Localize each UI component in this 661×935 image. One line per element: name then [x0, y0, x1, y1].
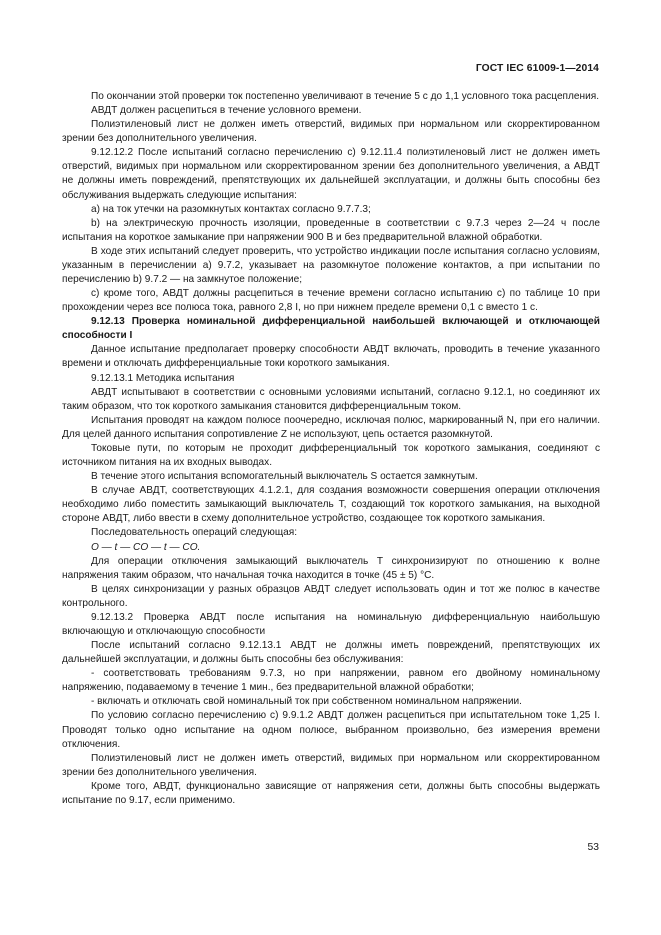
- paragraph-10: Данное испытание предполагает проверку способности АВДТ включать, проводить в течение указанного времени и отключать дифференциальные токи короткого замыкания.: [62, 344, 600, 370]
- paragraph-17: Последовательность операций следующая:: [91, 527, 298, 539]
- paragraph-1: По окончании этой проверки ток постепенно увеличивают в течение 5 с до 1,1 условного тока расцепления.: [91, 91, 600, 102]
- paragraph-27: Кроме того, АВДТ, функционально зависящие от напряжения сети, должны быть способны выдержать испытание по 9.17, если применимо.: [62, 780, 600, 806]
- page-number: 53: [587, 842, 599, 853]
- paragraph-22: После испытаний согласно 9.12.13.1 АВДТ не должны иметь повреждений, препятствующих их дальнейшей эксплуатации, и должны быть способны без обслуживания:: [62, 640, 600, 666]
- paragraph-16: В случае АВДТ, соответствующих 4.1.2.1, для создания возможности совершения операции отключения необходимо либо поместить замыкающий выключатель T, создающий ток короткого замыкания, на выходной стороне АВДТ, либо ввести в схему дополнительное устройство, создающее ток короткого замыкания.: [62, 485, 600, 525]
- list-item-a: а) на ток утечки на разомкнутых контактах согласно 9.7.7.3;: [91, 203, 371, 215]
- paragraph-4: 9.12.12.2 После испытаний согласно перечислению c) 9.12.11.4 полиэтиленовый лист не должен иметь отверстий, видимых при нормальном или скорректированном зрении без дополнительного увеличения, а АВДТ не должны иметь повреждений, препятствующих их дальнейшей эксплуатации, и должны быть способны без обслуживания выдержать следующие испытания:: [62, 147, 600, 201]
- list-item-b: b) на электрическую прочность изоляции, проведенные в соответствии с 9.7.3 через 2—24 ч после испытания на короткое замыкание при напряжении 900 В и без предварительной влажной обработки.: [62, 217, 600, 243]
- dash-item-2: - включать и отключать свой номинальный ток при собственном номинальном напряжении.: [91, 696, 522, 708]
- paragraph-3: Полиэтиленовый лист не должен иметь отверстий, видимых при нормальном или скорректированном зрении без дополнительного увеличения.: [62, 119, 600, 145]
- dash-item-1: - соответствовать требованиям 9.7.3, но при напряжении, равном его двойному номинальному напряжению, подаваемому в течение 1 мин., без предварительной влажной обработки;: [62, 668, 600, 694]
- paragraph-15: В течение этого испытания вспомогательный выключатель S остается замкнутым.: [91, 471, 478, 483]
- paragraph-14: Токовые пути, по которым не проходит дифференциальный ток короткого замыкания, соединяют с источником питания на их входных выводах.: [62, 442, 600, 469]
- subsection-heading-9-12-13-1: 9.12.13.1 Методика испытания: [91, 372, 235, 384]
- document-body: [62, 90, 600, 808]
- section-heading-9-12-13: 9.12.13 Проверка номинальной дифференциальной наибольшей включающей и отключающей способности I: [62, 316, 600, 342]
- paragraph-25: По условию согласно перечислению с) 9.9.1.2 АВДТ должен расцепиться при испытательном токе 1,25 I. Проводят только одно испытание на одном полюсе, выбранном произвольно, без измерения времени отключения.: [62, 710, 600, 750]
- paragraph-13: Испытания проводят на каждом полюсе поочередно, исключая полюс, маркированный N, при его наличии. Для целей данного испытания сопротивление Z не используют, цепь остается разомкнутой.: [62, 414, 600, 440]
- paragraph-12: АВДТ испытывают в соответствии с основными условиями испытаний, согласно 9.12.1, но соединяют их таким образом, что ток короткого замыкания становится дифференциальным током.: [62, 386, 600, 412]
- subsection-heading-9-12-13-2: 9.12.13.2 Проверка АВДТ после испытания на номинальную дифференциальную наибольшую включающую и отключающую способности: [62, 611, 600, 637]
- paragraph-7: В ходе этих испытаний следует проверить, что устройство индикации после испытания согласно условиям, указанным в перечислении a) 9.7.2, указывает на разомкнутое положение контактов, а при испытании по перечислению b) 9.7.2 — на замкнутое положение;: [62, 245, 600, 286]
- paragraph-26: Полиэтиленовый лист не должен иметь отверстий, видимых при нормальном или скорректированном зрении без дополнительного увеличения.: [62, 752, 600, 778]
- standard-header: ГОСТ IEC 61009-1—2014: [475, 63, 599, 74]
- list-item-c: с) кроме того, АВДТ должны расцепиться в течение времени согласно испытанию с) по таблице 10 при прохождении через все полюса тока, равного 2,8 I, но при нижнем пределе времени 0,1 с вместо 1 с.: [62, 288, 600, 314]
- paragraph-20: В целях синхронизации у разных образцов АВДТ следует использовать один и тот же полюс в качестве контрольного.: [62, 583, 600, 609]
- operation-sequence: O — t — CO — t — CO.: [91, 541, 201, 553]
- paragraph-2: АВДТ должен расцепиться в течение условного времени.: [91, 105, 362, 117]
- paragraph-19: Для операции отключения замыкающий выключатель T синхронизируют по отношению к волне напряжения таким образом, что начальная точка находится в точке (45 ± 5) °С.: [62, 555, 600, 581]
